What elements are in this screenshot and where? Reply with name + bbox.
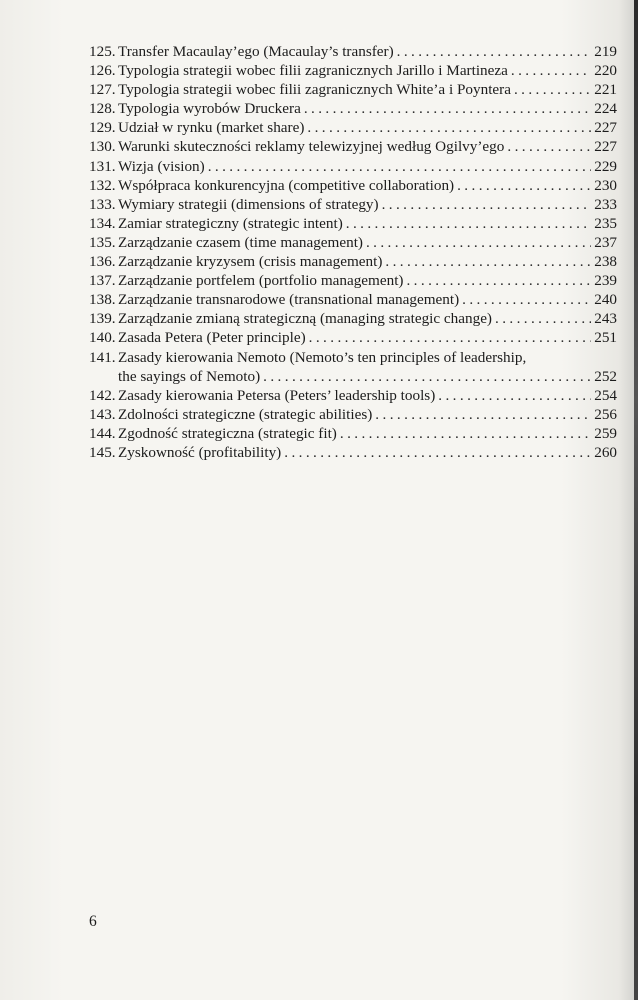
entry-title: Typologia strategii wobec filii zagranicznych White’a i Poyntera	[118, 81, 511, 99]
entry-title: Zgodność strategiczna (strategic fit)	[118, 424, 337, 442]
toc-entry	[89, 195, 617, 214]
entry-page: 235	[594, 214, 617, 232]
toc-entry	[89, 290, 617, 309]
entry-number: 144.	[89, 424, 116, 442]
entry-number: 143.	[89, 405, 116, 423]
entry-number: 128.	[89, 100, 116, 118]
dot-leader	[208, 157, 591, 176]
dot-leader	[346, 214, 591, 233]
entry-number: 134.	[89, 214, 116, 232]
dot-leader	[307, 118, 591, 137]
entry-page: 219	[594, 43, 617, 60]
entry-title: Zarządzanie transnarodowe (transnational management)	[118, 291, 460, 309]
entry-title: Warunki skuteczności reklamy telewizyjnej według Ogilvy’ego	[118, 138, 505, 156]
dot-leader	[507, 137, 591, 156]
dot-leader	[366, 233, 591, 252]
entry-page: 224	[594, 100, 617, 118]
entry-page: 237	[594, 233, 617, 251]
entry-page: 239	[594, 272, 617, 290]
toc-entry	[89, 405, 617, 424]
toc-entry	[89, 61, 617, 80]
entry-page: 260	[594, 443, 617, 461]
dot-leader	[511, 61, 591, 80]
toc-entry	[89, 443, 617, 462]
entry-number: 135.	[89, 233, 116, 251]
entry-title: Udział w rynku (market share)	[118, 119, 305, 137]
page-number: 6	[89, 913, 97, 930]
entry-page: 240	[594, 291, 617, 309]
entry-title: Zarządzanie czasem (time management)	[118, 233, 363, 251]
entry-title: Zasady kierowania Nemoto (Nemoto’s ten principles of leadership,	[118, 348, 527, 366]
dot-leader	[309, 328, 591, 347]
entry-number: 130.	[89, 138, 116, 156]
toc-entry-line	[89, 367, 617, 386]
entry-title: Wizja (vision)	[118, 157, 205, 175]
dot-leader	[397, 42, 591, 61]
dot-leader	[304, 99, 591, 118]
entry-number: 137.	[89, 272, 116, 290]
dot-leader	[382, 195, 591, 214]
entry-page: 220	[594, 62, 617, 80]
toc-entry	[89, 348, 617, 386]
toc-entry	[89, 424, 617, 443]
table-of-contents	[89, 42, 617, 462]
entry-number: 133.	[89, 195, 116, 213]
toc-entry	[89, 252, 617, 271]
dot-leader	[284, 443, 591, 462]
entry-page: 229	[594, 157, 617, 175]
toc-entry	[89, 80, 617, 99]
entry-number: 145.	[89, 443, 116, 461]
toc-entry	[89, 271, 617, 290]
entry-title: Typologia wyrobów Druckera	[118, 100, 301, 118]
entry-page: 259	[594, 424, 617, 442]
entry-number: 141.	[89, 348, 116, 366]
entry-title: Wymiary strategii (dimensions of strategy)	[118, 195, 379, 213]
toc-entry-line	[89, 348, 617, 367]
dot-leader	[263, 367, 591, 386]
entry-title: Zasady kierowania Petersa (Peters’ leadership tools)	[118, 386, 436, 404]
dot-leader	[514, 80, 591, 99]
entry-title: Zamiar strategiczny (strategic intent)	[118, 214, 343, 232]
book-edge-shadow	[634, 0, 638, 1000]
dot-leader	[406, 271, 591, 290]
entry-page: 227	[594, 138, 617, 156]
dot-leader	[495, 309, 591, 328]
entry-number: 129.	[89, 119, 116, 137]
dot-leader	[340, 424, 591, 443]
entry-title: Zarządzanie portfelem (portfolio management)	[118, 272, 404, 290]
entry-page: 256	[594, 405, 617, 423]
dot-leader	[385, 252, 591, 271]
entry-title: Typologia strategii wobec filii zagranicznych Jarillo i Martineza	[118, 62, 508, 80]
entry-title: Transfer Macaulay’ego (Macaulay’s transfer)	[118, 43, 394, 60]
entry-page: 254	[594, 386, 617, 404]
dot-leader	[438, 386, 591, 405]
entry-number: 136.	[89, 253, 116, 271]
entry-title: Zyskowność (profitability)	[118, 443, 282, 461]
dot-leader	[457, 176, 591, 195]
toc-entry	[89, 176, 617, 195]
entry-page: 227	[594, 119, 617, 137]
entry-page: 221	[594, 81, 617, 99]
entry-title-continued: the sayings of Nemoto)	[118, 367, 261, 385]
entry-page: 233	[594, 195, 617, 213]
dot-leader	[375, 405, 591, 424]
entry-title: Współpraca konkurencyjna (competitive collaboration)	[118, 176, 455, 194]
entry-title: Zdolności strategiczne (strategic abilities)	[118, 405, 373, 423]
entry-page: 230	[594, 176, 617, 194]
entry-number: 127.	[89, 81, 116, 99]
entry-page: 251	[594, 329, 617, 347]
entry-page: 252	[594, 367, 617, 385]
toc-entry	[89, 99, 617, 118]
toc-entry	[89, 157, 617, 176]
entry-page: 238	[594, 253, 617, 271]
toc-entry	[89, 309, 617, 328]
toc-entry	[89, 118, 617, 137]
toc-entry	[89, 328, 617, 347]
entry-number: 139.	[89, 310, 116, 328]
entry-number: 142.	[89, 386, 116, 404]
toc-entry	[89, 42, 617, 61]
entry-number: 132.	[89, 176, 116, 194]
dot-leader	[462, 290, 591, 309]
toc-entry	[89, 137, 617, 156]
entry-title: Zarządzanie kryzysem (crisis management)	[118, 253, 383, 271]
entry-title: Zarządzanie zmianą strategiczną (managing strategic change)	[118, 310, 492, 328]
toc-entry	[89, 386, 617, 405]
entry-title: Zasada Petera (Peter principle)	[118, 329, 306, 347]
entry-page: 243	[594, 310, 617, 328]
entry-number: 138.	[89, 291, 116, 309]
entry-number: 125.	[89, 43, 116, 60]
toc-entry	[89, 214, 617, 233]
toc-entry	[89, 233, 617, 252]
entry-number: 140.	[89, 329, 116, 347]
entry-number: 131.	[89, 157, 116, 175]
entry-number: 126.	[89, 62, 116, 80]
